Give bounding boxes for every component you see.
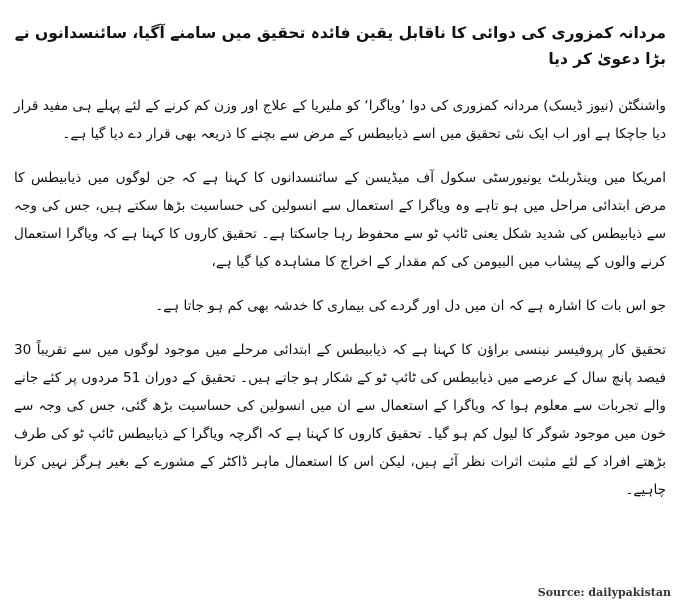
article-paragraph-4: تحقیق کار پروفیسر نینسی براؤن کا کہنا ہے کہ ذیابیطس کے ابتدائی مرحلے میں موجود لوگوں میں سے تقریباً 30 فیصد پانچ سال کے عرصے میں ذیابیطس کی ٹائپ ٹو کے شکار ہو جاتے ہیں۔ تحقیق کے دوران 51 مردوں پر کئے جانے والے تجربات سے معلوم ہوا کہ ویاگرا کے استعمال سے ان میں انسولین کی حساسیت بڑھ گئی، جس کی وجہ سے خون میں موجود شوگر کا لیول کم ہو گیا۔ تحقیق کاروں کا کہنا ہے کہ اگرچہ ویاگرا کے ذیابیطس ٹائپ ٹو کی طرف بڑھتے افراد کے لئے مثبت اثرات نظر آئے ہیں، لیکن اس کا استعمال ماہر ڈاکٹر کے مشورے کے بغیر ہرگز نہیں کرنا چاہیے۔ [14,342,666,498]
article-paragraph-1: واشنگٹن (نیوز ڈیسک) مردانہ کمزوری کی دوا ’ویاگرا‘ کو ملیریا کے علاج اور وزن کم کرنے کے لئے پہلے ہی مفید قرار دیا جاچکا ہے اور اب ایک نئی تحقیق میں اسے ذیابیطس کے مرض سے بچنے کا ذریعہ بھی قرار دے دیا گیا ہے۔ [14,98,666,142]
article-paragraph-2: امریکا میں وینڈربلٹ یونیورسٹی سکول آف میڈیسن کے سائنسدانوں کا کہنا ہے کہ جن لوگوں میں ذیابیطس کا مرض ابتدائی مراحل میں ہو تاہے وہ ویاگرا کے استعمال سے انسولین کی حساسیت بڑھا سکتے ہیں، جس کی وجہ سے ذیابیطس کی شدید شکل یعنی ٹائپ ٹو سے محفوظ رہا جاسکتا ہے۔ تحقیق کاروں کا کہنا ہے کہ ویاگرا استعمال کرنے والوں کے پیشاب میں البیومن کی کم مقدار کے اخراج کا مشاہدہ کیا گیا ہے، [14,170,666,270]
article-headline: مردانہ کمزوری کی دوائی کا ناقابل یقین فائدہ تحقیق میں سامنے آگیا، سائنسدانوں نے بڑا دعویٰ کر دیا [14,24,666,68]
source-credit: Source: dailypakistan [537,586,671,599]
article-paragraph-3: جو اس بات کا اشارہ ہے کہ ان میں دل اور گردے کی بیماری کا خدشہ بھی کم ہو جاتا ہے۔ [155,298,666,314]
